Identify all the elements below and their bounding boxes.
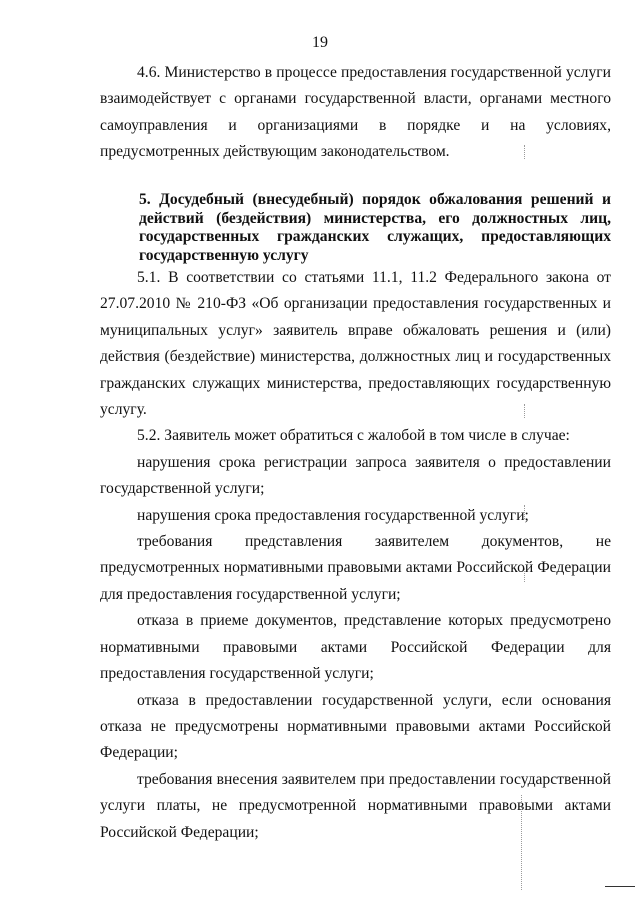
paragraph-4-6-block (100, 60, 611, 166)
scan-artifact (524, 568, 526, 582)
paragraph-5-1: 5.1. В соответствии со статьями 11.1, 11.2 Федерального закона от 27.07.2010 № 210-ФЗ «Об организации предоставления государственных и муниципальных услуг» заявитель вправе обжаловать решения и (или) действия (бездействие) министерства, должностных лиц и государственных гражданских служащих министерства, предоставляющих государственную услугу. (100, 269, 611, 419)
page-number: 19 (312, 34, 328, 51)
scan-artifact (521, 795, 523, 890)
scan-corner-mark (605, 886, 635, 887)
list-item: требования представления заявителем документов, не предусмотренных нормативными правовыми актами Российской Федерации для предоставления государственной услуги; (100, 533, 611, 603)
list-item: нарушения срока регистрации запроса заявителя о предоставлении государственной услуги; (100, 453, 611, 498)
list-item: отказа в предоставлении государственной услуги, если основания отказа не предусмотрены нормативными правовыми актами Российской Федерации; (100, 691, 611, 762)
list-item: нарушения срока предоставления государственной услуги; (137, 506, 529, 524)
paragraph-5-2: 5.2. Заявитель может обратиться с жалобой в том числе в случае: (137, 427, 570, 445)
section-5-body (100, 265, 611, 846)
scan-artifact (524, 505, 526, 519)
list-item: требования внесения заявителем при предоставлении государственной услуги платы, не предусмотренной нормативными правовыми актами Российской Федерации; (100, 770, 611, 841)
section-5-heading: 5. Досудебный (внесудебный) порядок обжалования решений и действий (бездействия) министерства, его должностных лиц, государственных гражданских служащих, предоставляющих государственную услугу (139, 191, 611, 264)
scan-artifact (524, 145, 526, 159)
list-item: отказа в приеме документов, представление которых предусмотрено нормативными правовыми актами Российской Федерации для предоставления государственной услуги; (100, 612, 611, 683)
paragraph-4-6: 4.6. Министерство в процессе предоставления государственной услуги взаимодействует с органами государственной власти, органами местного самоуправления и организациями в порядке и на условиях, предусмотренных действующим законодательством. (100, 64, 611, 161)
scan-artifact (524, 404, 526, 418)
